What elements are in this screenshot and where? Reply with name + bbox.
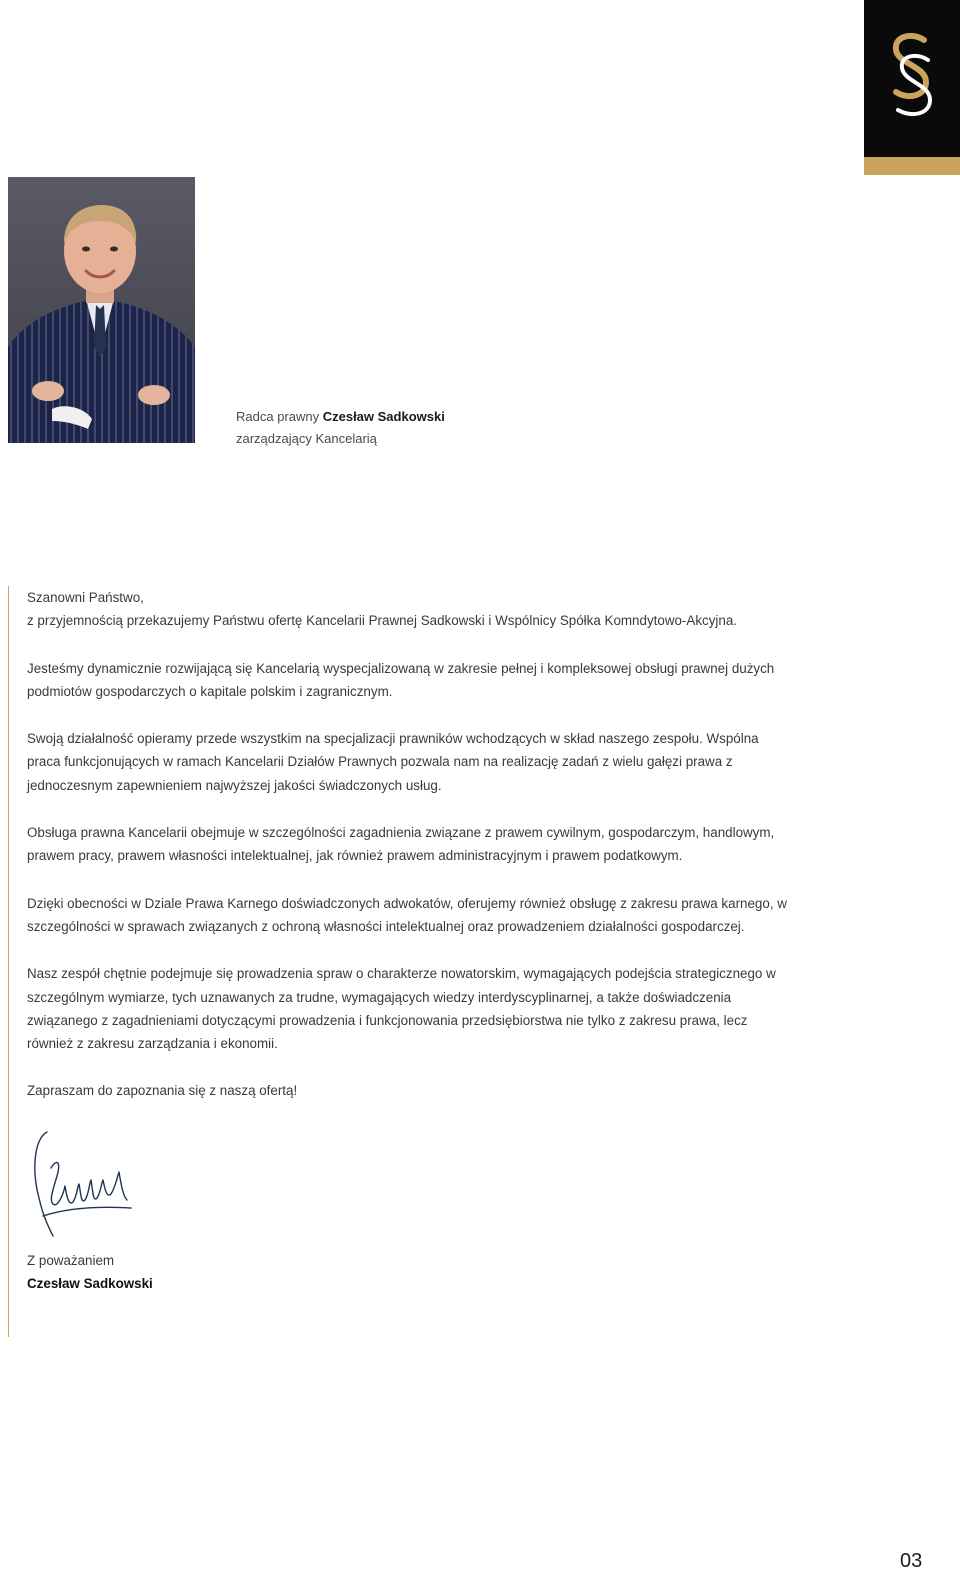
logo-monogram-icon [884,30,940,122]
letter-paragraph: Dzięki obecności w Dziale Prawa Karnego doświadczonych adwokatów, oferujemy również obsługę z zakresu prawa karnego, w szczególności w sprawach związanych z ochroną własności intelektualnej oraz prowadzeniem działalności gospodarczej. [27,895,787,934]
portrait-illustration-icon [8,177,195,443]
letter-paragraph: Jesteśmy dynamicznie rozwijającą się Kancelarią wyspecjalizowaną w zakresie pełnej i kompleksowej obsługi prawnej dużych podmiotów gospodarczych o kapitale polskim i zagranicznym. [27,660,775,699]
letter-greeting: Szanowni Państwo, [27,590,144,605]
caption-prefix: Radca prawny [236,409,323,424]
letter-signer: Czesław Sadkowski [27,1276,153,1292]
gold-accent-bar [864,157,960,175]
letter-intro: z przyjemnością przekazujemy Państwu ofertę Kancelarii Prawnej Sadkowski i Wspólnicy Spółka Komndytowo-Akcyjna. [27,613,737,629]
portrait-photo [8,177,195,443]
caption-name: Czesław Sadkowski [322,409,445,424]
page-number: 03 [900,1550,923,1572]
letter-paragraph: Obsługa prawna Kancelarii obejmuje w szczególności zagadnienia związane z prawem cywilnym, gospodarczym, handlowym, prawem pracy, prawem własności intelektualnej, jak również prawem administracyjnym i prawem podatkowym. [27,825,775,864]
letter-invitation: Zapraszam do zapoznania się z naszą ofertą! [27,1083,298,1099]
signature-icon [27,1128,137,1238]
caption-role: zarządzający Kancelarią [236,431,377,446]
letter-body [8,586,788,1337]
letter-paragraph: Swoją działalność opieramy przede wszystkim na specjalizacji prawników wchodzących w skład naszego zespołu. Wspólna praca funkcjonujących w ramach Kancelarii Działów Prawnych pozwala nam na realizację zadań z wielu gałęzi prawa z jednoczesnym zapewnieniem najwyższej jakości świadczonych usług. [27,731,759,793]
letter-closing: Z poważaniem [27,1252,115,1268]
letter-paragraph: Nasz zespół chętnie podejmuje się prowadzenia spraw o charakterze nowatorskim, wymagających podejścia strategicznego w szczególnym wymiarze, tych uznawanych za trudne, wymagających wiedzy interdyscyplinarnej, a także doświadczenia związanego z zagadnieniami dotyczącymi prowadzenia i funkcjonowania przedsiębiorstwa nie tylko z zakresu prawa, lecz również z zakresu zarządzania i ekonomii. [27,966,776,1052]
portrait-caption [236,406,445,450]
caption-title-line [236,406,445,428]
logo-block [864,0,960,157]
